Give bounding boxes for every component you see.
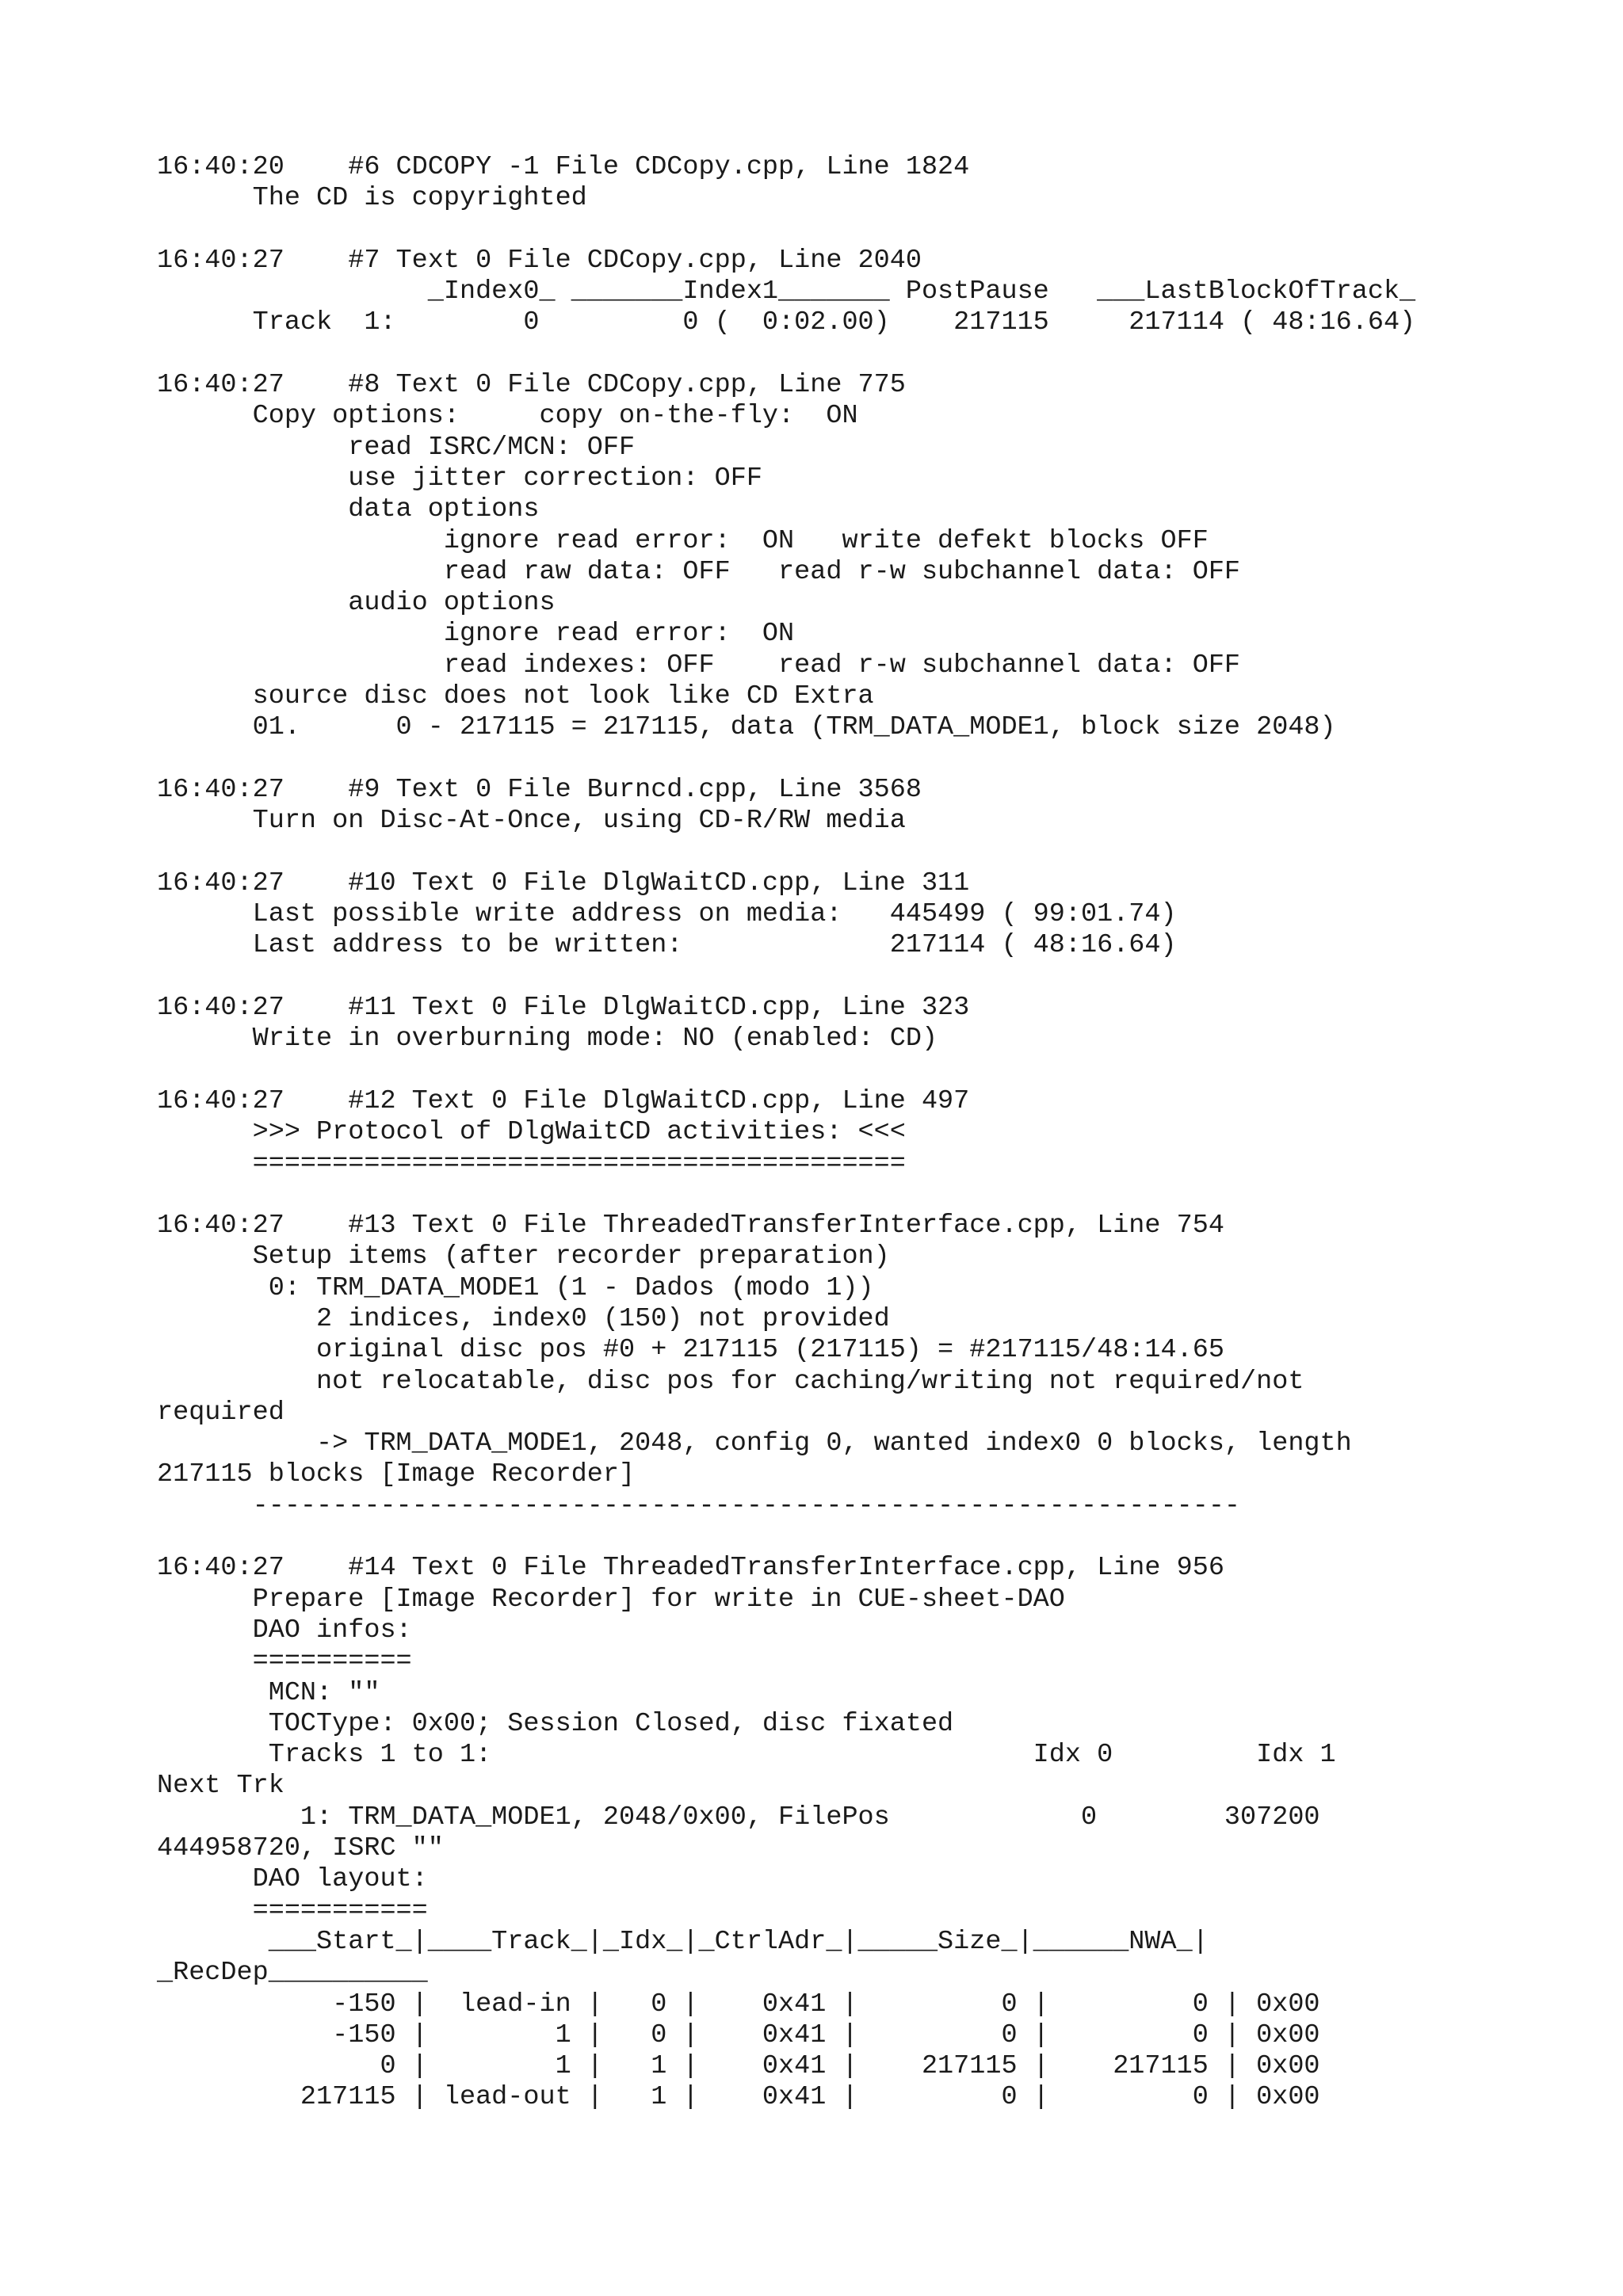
log-line: 2 indices, index0 (150) not provided xyxy=(157,1303,890,1334)
log-line: Tracks 1 to 1: Idx 0 Idx 1 xyxy=(157,1740,1336,1771)
log-line: Last address to be written: 217114 ( 48:16.64) xyxy=(157,930,1177,961)
log-line: Copy options: copy on-the-fly: ON xyxy=(157,401,858,432)
log-line: 16:40:27 #10 Text 0 File DlgWaitCD.cpp, Line 311 xyxy=(157,868,970,898)
log-line: read ISRC/MCN: OFF xyxy=(157,432,636,463)
blank-line xyxy=(157,744,1583,775)
log-line: 16:40:27 #14 Text 0 File ThreadedTransferInterface.cpp, Line 956 xyxy=(157,1553,1224,1584)
log-line: 16:40:20 #6 CDCOPY -1 File CDCopy.cpp, Line 1824 xyxy=(157,152,970,182)
log-line: -150 | lead-in | 0 | 0x41 | 0 | 0 | 0x00 xyxy=(157,1989,1320,2019)
log-line: 16:40:27 #9 Text 0 File Burncd.cpp, Line 3568 xyxy=(157,774,922,805)
log-line: ignore read error: ON xyxy=(157,619,795,650)
log-line: 16:40:27 #12 Text 0 File DlgWaitCD.cpp, Line 497 xyxy=(157,1085,970,1116)
log-line: ignore read error: ON write defekt blocks OFF xyxy=(157,525,1209,556)
log-line: data options xyxy=(157,494,540,525)
log-line: ___Start_|____Track_|_Idx_|_CtrlAdr_|_____Size_|______NWA_| xyxy=(157,1926,1209,1957)
blank-line xyxy=(157,962,1583,993)
log-line: 01. 0 - 217115 = 217115, data (TRM_DATA_MODE1, block size 2048) xyxy=(157,712,1336,743)
log-line: DAO infos: xyxy=(157,1615,412,1646)
log-line: Setup items (after recorder preparation) xyxy=(157,1241,890,1272)
blank-line xyxy=(157,1522,1583,1553)
log-line: source disc does not look like CD Extra xyxy=(157,681,874,712)
log-document xyxy=(157,152,1583,2114)
log-line: _Index0_ _______Index1_______ PostPause ___LastBlockOfTrack_ xyxy=(157,277,1416,307)
log-line: -------------------------------------------------------------- xyxy=(157,1490,1241,1521)
log-line: TOCType: 0x00; Session Closed, disc fixated xyxy=(157,1708,954,1739)
log-line: 0: TRM_DATA_MODE1 (1 - Dados (modo 1)) xyxy=(157,1272,874,1303)
log-line: Track 1: 0 0 ( 0:02.00) 217115 217114 ( 48:16.64) xyxy=(157,307,1416,338)
blank-line xyxy=(157,215,1583,246)
log-line: -150 | 1 | 0 | 0x41 | 0 | 0 | 0x00 xyxy=(157,2019,1320,2050)
log-line: _RecDep__________ xyxy=(157,1958,428,1989)
log-line: 217115 | lead-out | 1 | 0x41 | 0 | 0 | 0x00 xyxy=(157,2082,1320,2113)
log-line: >>> Protocol of DlgWaitCD activities: <<< xyxy=(157,1117,906,1148)
log-line: use jitter correction: OFF xyxy=(157,463,762,494)
blank-line xyxy=(157,837,1583,868)
log-line: ========== xyxy=(157,1646,412,1677)
log-line: 16:40:27 #13 Text 0 File ThreadedTransferInterface.cpp, Line 754 xyxy=(157,1211,1224,1241)
blank-line xyxy=(157,339,1583,370)
log-line: read indexes: OFF read r-w subchannel data: OFF xyxy=(157,650,1241,681)
blank-line xyxy=(157,1180,1583,1211)
log-line: =========== xyxy=(157,1895,428,1926)
log-line: Last possible write address on media: 445499 ( 99:01.74) xyxy=(157,899,1177,930)
log-line: ========================================= xyxy=(157,1148,906,1179)
log-line: 0 | 1 | 1 | 0x41 | 217115 | 217115 | 0x00 xyxy=(157,2051,1320,2082)
log-line: Turn on Disc-At-Once, using CD-R/RW media xyxy=(157,806,906,837)
log-line: read raw data: OFF read r-w subchannel data: OFF xyxy=(157,556,1241,587)
log-line: 16:40:27 #8 Text 0 File CDCopy.cpp, Line 775 xyxy=(157,370,906,401)
log-line: 16:40:27 #7 Text 0 File CDCopy.cpp, Line 2040 xyxy=(157,245,922,276)
log-line: original disc pos #0 + 217115 (217115) = #217115/48:14.65 xyxy=(157,1335,1224,1366)
log-line: not relocatable, disc pos for caching/writing not required/not xyxy=(157,1366,1304,1397)
log-line: -> TRM_DATA_MODE1, 2048, config 0, wanted index0 0 blocks, length xyxy=(157,1428,1352,1459)
blank-line xyxy=(157,1055,1583,1086)
log-line: audio options xyxy=(157,588,556,619)
log-line: MCN: "" xyxy=(157,1677,380,1708)
log-line: 16:40:27 #11 Text 0 File DlgWaitCD.cpp, Line 323 xyxy=(157,993,970,1024)
log-line: Write in overburning mode: NO (enabled: CD) xyxy=(157,1024,938,1055)
log-line: Prepare [Image Recorder] for write in CUE-sheet-DAO xyxy=(157,1584,1065,1615)
log-line: DAO layout: xyxy=(157,1864,428,1895)
log-line: Next Trk xyxy=(157,1771,285,1802)
log-line: required xyxy=(157,1397,285,1428)
log-line: 444958720, ISRC "" xyxy=(157,1833,444,1864)
log-line: The CD is copyrighted xyxy=(157,183,587,214)
log-line: 1: TRM_DATA_MODE1, 2048/0x00, FilePos 0 307200 xyxy=(157,1802,1320,1833)
log-line: 217115 blocks [Image Recorder] xyxy=(157,1459,636,1490)
